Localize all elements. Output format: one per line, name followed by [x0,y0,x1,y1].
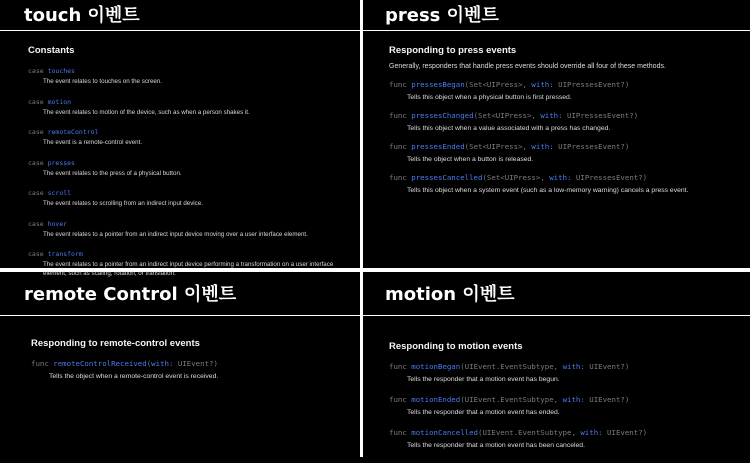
constants-title: Constants [28,45,75,56]
func-params: (Set<UIPress>, [464,80,532,89]
func-item [389,362,750,383]
func-label: with: [531,80,554,89]
case-name-hover[interactable]: hover [47,219,68,228]
func-rest: UIEvent?) [584,362,630,371]
func-name-presses-began[interactable]: pressesBegan [411,80,465,89]
func-keyword: func [389,428,407,437]
func-params: (UIEvent.EventSubtype, [460,362,563,371]
func-keyword: func [389,395,407,404]
func-params: ( [146,359,152,368]
case-name-transform[interactable]: transform [47,250,83,258]
case-description: The event is a remote-control event. [43,139,143,146]
case-item [28,159,360,179]
func-rest: UIEvent?) [602,428,648,437]
motion-heading: motion 이벤트 [385,284,515,305]
case-item [28,98,360,118]
func-description: Tells this object when a physical button is first pressed. [407,94,572,101]
case-name-presses[interactable]: presses [47,158,75,167]
func-rest: UIEvent?) [173,359,218,368]
func-label: with: [562,395,585,404]
case-description: The event relates to touches on the screen. [43,78,163,85]
case-name-scroll[interactable]: scroll [47,189,72,197]
remote-control-heading: remote Control 이벤트 [24,284,237,305]
func-item [31,359,360,380]
press-panel [363,0,750,268]
motion-panel [363,272,750,463]
case-keyword: case [28,158,44,167]
press-intro: Generally, responders that handle press events should override all four of these methods. [389,63,666,70]
func-description: Tells the responder that a motion event has begun. [407,376,560,383]
func-name-presses-ended[interactable]: pressesEnded [411,142,465,151]
case-keyword: case [28,128,44,136]
func-keyword: func [389,111,407,120]
case-keyword: case [28,97,44,106]
case-name-motion[interactable]: motion [47,97,72,106]
func-label: with: [562,362,585,371]
case-keyword: case [28,250,44,258]
func-description: Tells the object when a button is released. [407,156,534,163]
case-name-touches[interactable]: touches [47,67,75,75]
func-label: with: [580,428,603,437]
func-rest: UIPressesEvent?) [553,142,630,151]
remote-section-title: Responding to remote-control events [31,338,200,349]
func-description: Tells the responder that a motion event has been canceled. [407,442,585,449]
case-description: The event relates to scrolling from an indirect input device. [43,200,203,207]
case-item [28,128,360,148]
case-item [28,220,360,240]
touch-header [0,0,360,31]
func-keyword: func [389,142,407,151]
func-rest: UIPressesEvent?) [562,111,639,120]
func-description: Tells this object when a system event (such as a low-memory warning) cancels a press event. [407,187,689,194]
case-item [28,67,360,87]
case-description: The event relates to the press of a physical button. [43,169,182,177]
touch-panel [0,0,360,277]
func-label: with: [151,359,174,368]
func-item [389,395,750,416]
func-rest: UIPressesEvent?) [553,80,630,89]
func-keyword: func [31,359,49,368]
func-params: (Set<UIPress>, [473,111,541,120]
case-item [28,189,360,209]
func-rest: UIEvent?) [584,395,630,404]
func-item [389,142,750,163]
func-params: (UIEvent.EventSubtype, [478,428,581,437]
func-item [389,173,750,194]
func-keyword: func [389,362,407,371]
func-name-motion-began[interactable]: motionBegan [411,362,461,371]
func-name-remote-control-received[interactable]: remoteControlReceived [53,359,147,368]
remote-control-header [0,272,360,316]
func-label: with: [549,173,572,182]
remote-control-panel [0,272,360,463]
func-description: Tells the responder that a motion event has ended. [407,409,560,416]
func-rest: UIPressesEvent?) [571,173,648,182]
func-label: with: [540,111,563,120]
case-name-remote-control[interactable]: remoteControl [47,128,99,136]
press-heading: press 이벤트 [385,5,499,26]
case-keyword: case [28,219,44,228]
press-header [363,0,750,31]
func-item [389,428,750,449]
case-keyword: case [28,67,44,75]
func-keyword: func [389,80,407,89]
touch-heading: touch 이벤트 [24,5,140,26]
func-name-motion-ended[interactable]: motionEnded [411,395,461,404]
func-name-presses-changed[interactable]: pressesChanged [411,111,474,120]
case-keyword: case [28,189,44,197]
func-keyword: func [389,173,407,182]
func-item [389,80,750,101]
constants-list [28,67,360,278]
func-name-presses-cancelled[interactable]: pressesCancelled [411,173,483,182]
func-item [389,111,750,132]
case-description: The event relates to motion of the device, such as when a person shakes it. [43,108,250,116]
case-description: The event relates to a pointer from an indirect input device moving over a user interface element. [43,230,308,238]
motion-header [363,272,750,316]
func-description: Tells this object when a value associated with a press has changed. [407,125,611,132]
func-description: Tells the object when a remote-control event is received. [49,373,219,380]
motion-section-title: Responding to motion events [389,341,523,352]
case-description: The event relates to a pointer from an indirect input device performing a transformation on a user interface element, such as scaling, rotation, or translation. [43,261,334,277]
press-section-title: Responding to press events [389,45,517,56]
func-label: with: [531,142,554,151]
func-params: (UIEvent.EventSubtype, [460,395,563,404]
func-params: (Set<UIPress>, [482,173,550,182]
func-name-motion-cancelled[interactable]: motionCancelled [411,428,479,437]
func-params: (Set<UIPress>, [464,142,532,151]
